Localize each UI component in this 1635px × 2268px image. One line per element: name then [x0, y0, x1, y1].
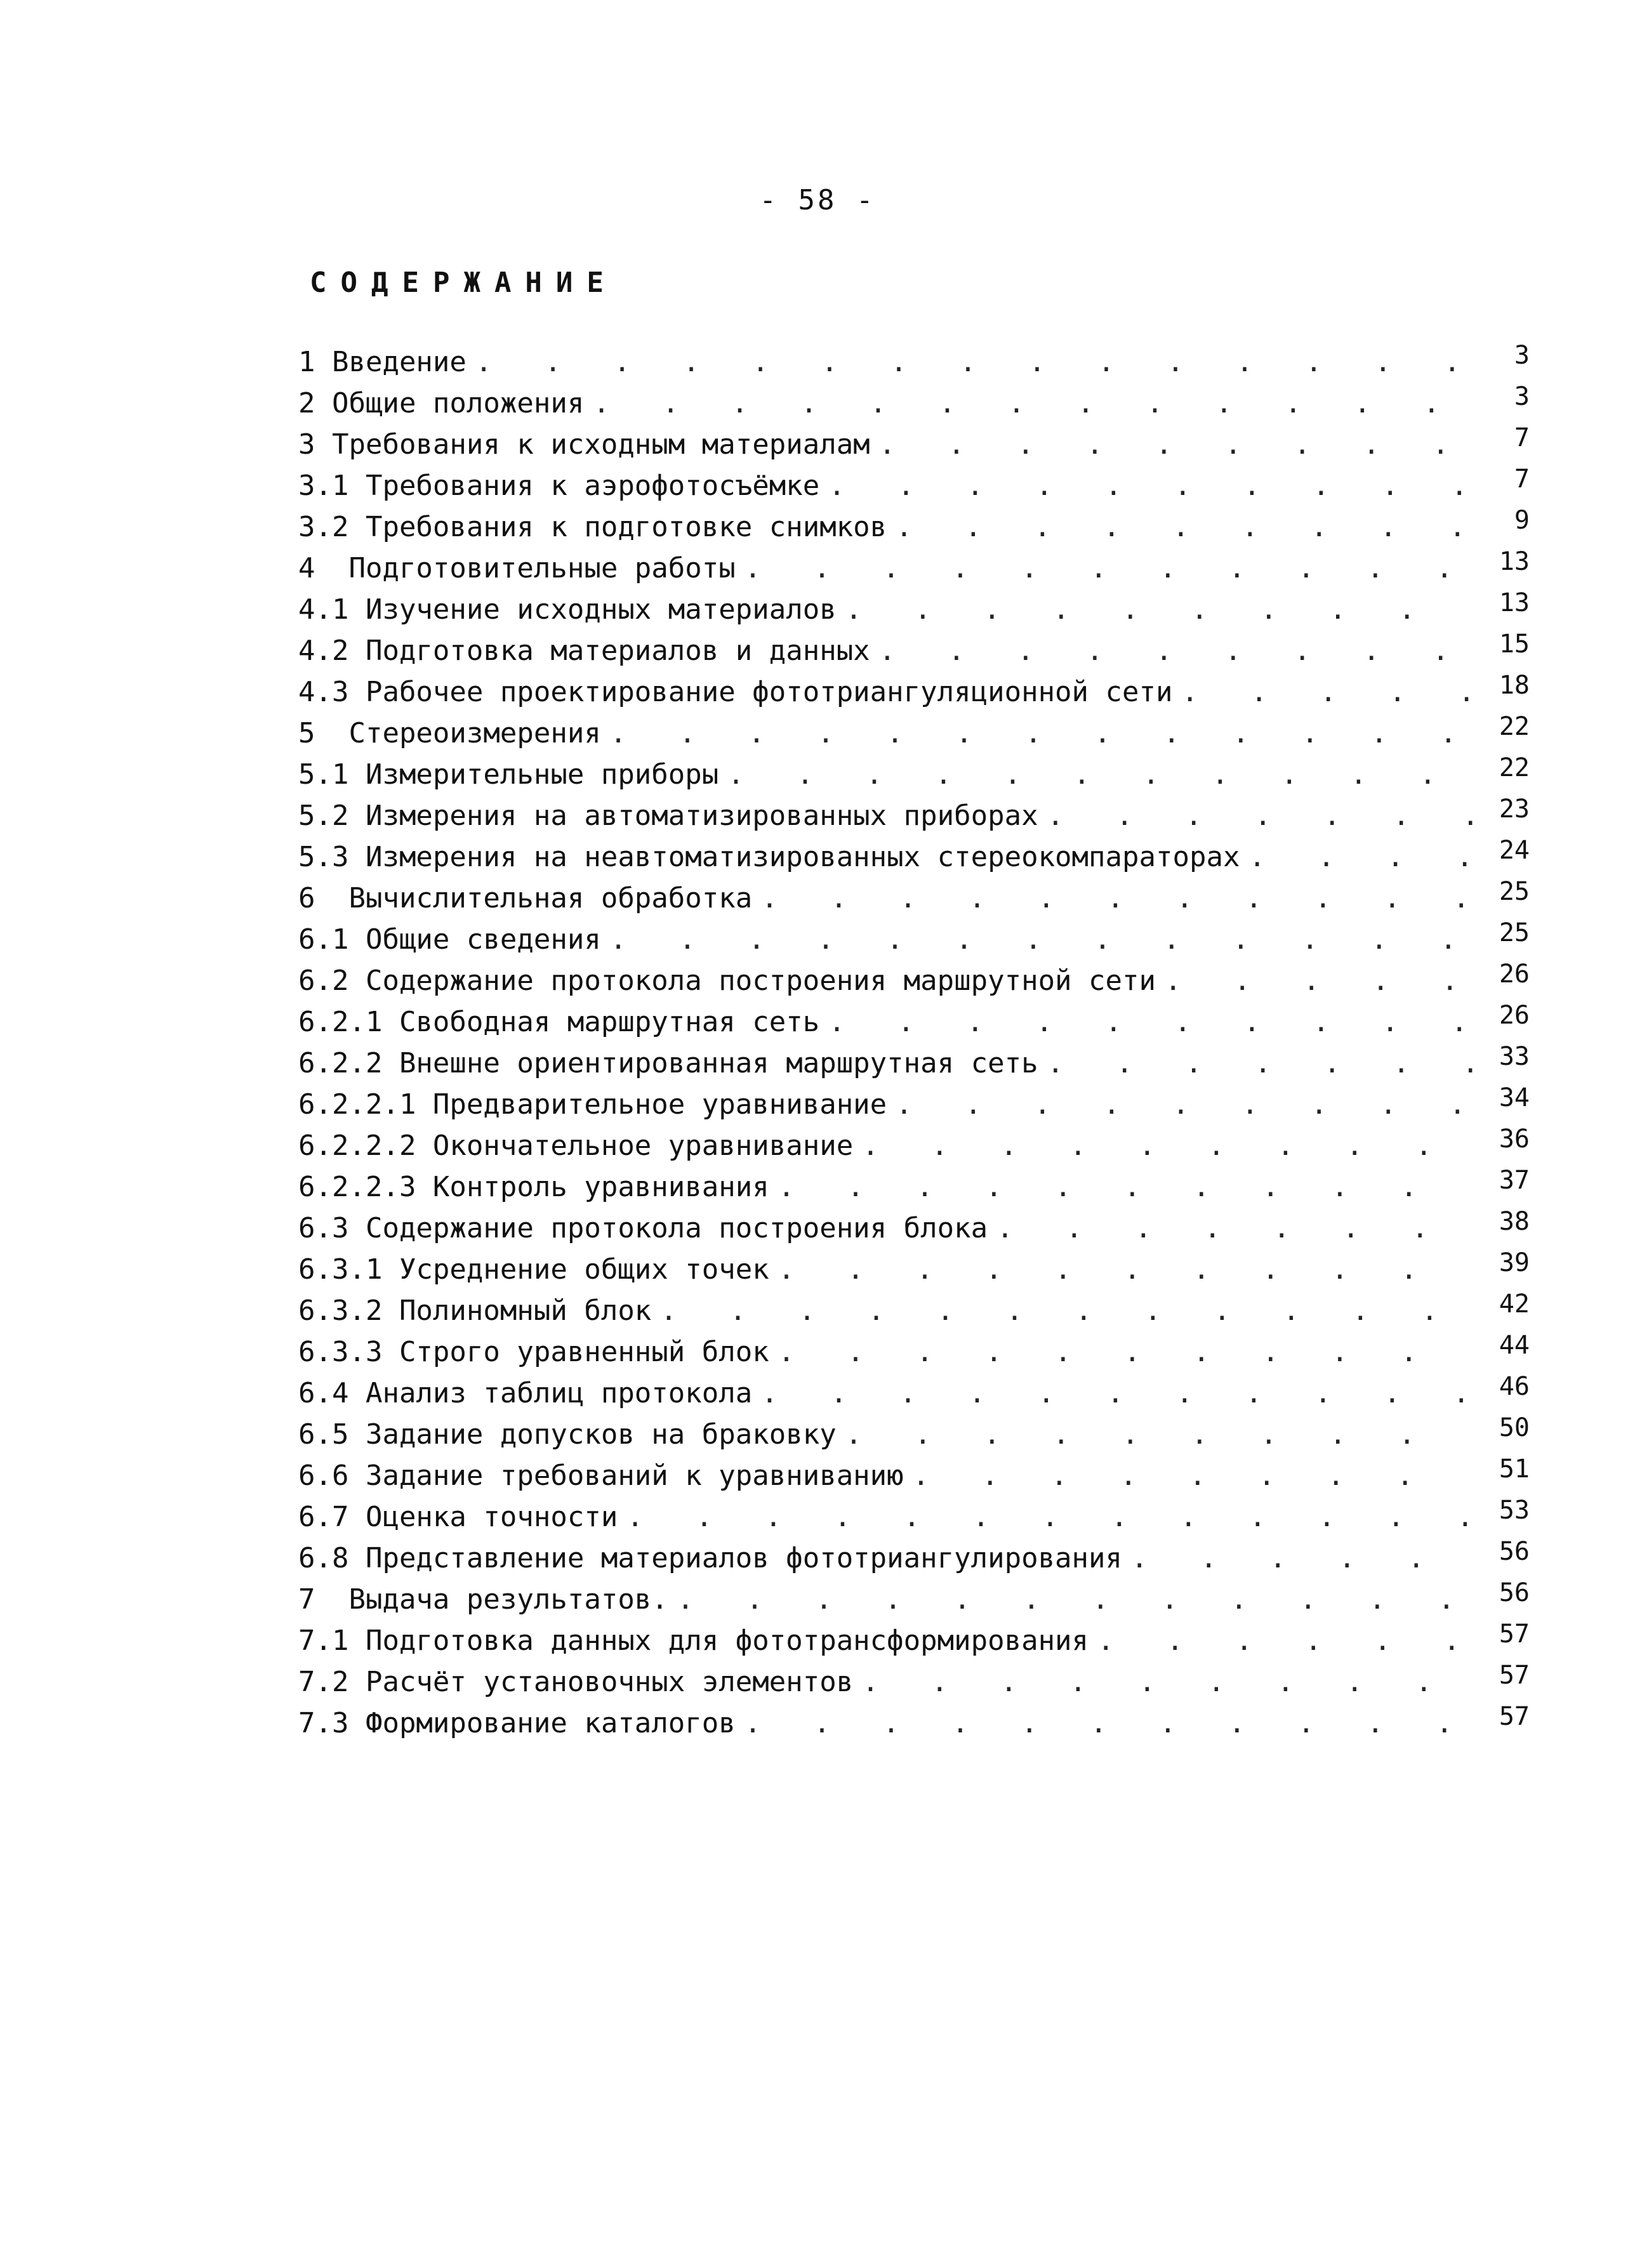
toc-entry-title: 6.3 Содержание протокола построения блока: [298, 1212, 988, 1244]
toc-entry-title: 3 Требования к исходным материалам: [298, 428, 870, 461]
toc-entry-title: 4.3 Рабочее проектирование фототриангуляционной сети: [298, 676, 1173, 708]
toc-entry: [298, 671, 1530, 717]
toc-entry: [298, 1207, 1530, 1253]
toc-entry: [298, 1124, 1530, 1171]
toc-entry: [298, 918, 1530, 965]
toc-entry-title: 5 Стереоизмерения: [298, 717, 601, 749]
toc-entry-page: 18: [1499, 671, 1530, 700]
toc-entry-page: 36: [1499, 1124, 1530, 1154]
toc-dot-leader: [610, 923, 1473, 956]
toc-entry-page: 22: [1499, 753, 1530, 782]
toc-entry-title: 5.3 Измерения на неавтоматизированных стереокомпараторах: [298, 841, 1240, 873]
toc-dot-leader: [1248, 841, 1473, 873]
toc-entry-title: 6.1 Общие сведения: [298, 923, 601, 956]
toc-dot-leader: [1047, 800, 1473, 832]
toc-entry: [298, 1454, 1530, 1501]
toc-entry-title: 6.2.2.2 Окончательное уравнивание: [298, 1130, 854, 1162]
toc-entry: [298, 1042, 1530, 1088]
toc-dot-leader: [745, 552, 1473, 584]
toc-entry-title: 6.8 Представление материалов фототриангулирования: [298, 1542, 1123, 1574]
toc-entry-title: 5.1 Измерительные приборы: [298, 758, 719, 791]
toc-entry: [298, 588, 1530, 635]
toc-entry-page: 37: [1499, 1166, 1530, 1195]
toc-entry-title: 3.1 Требования к аэрофотосъёмке: [298, 470, 820, 502]
toc-entry: [298, 1619, 1530, 1666]
toc-dot-leader: [845, 1418, 1473, 1451]
toc-entry: [298, 382, 1530, 428]
toc-entry-page: 3: [1514, 382, 1530, 411]
toc-entry-title: 1 Введение: [298, 346, 467, 378]
toc-entry-page: 13: [1499, 547, 1530, 576]
toc-dot-leader: [626, 1501, 1473, 1533]
toc-entry-title: 7.2 Расчёт установочных элементов: [298, 1666, 854, 1698]
toc-entry: [298, 1537, 1530, 1583]
toc-entry-title: 6.3.2 Полиномный блок: [298, 1295, 652, 1327]
toc-entry-page: 7: [1514, 465, 1530, 494]
toc-entry: [298, 1001, 1530, 1047]
toc-entry-title: 6.7 Оценка точности: [298, 1501, 618, 1533]
toc-entry-page: 26: [1499, 1001, 1530, 1030]
toc-entry-title: 6 Вычислительная обработка: [298, 882, 753, 914]
toc-entry-page: 57: [1499, 1702, 1530, 1731]
toc-dot-leader: [896, 1088, 1473, 1121]
toc-entry: [298, 1496, 1530, 1542]
toc-entry-title: 7.1 Подготовка данных для фототрансформирования: [298, 1625, 1089, 1657]
toc-entry-title: 6.2.2.3 Контроль уравнивания: [298, 1171, 769, 1203]
toc-entry-page: 22: [1499, 712, 1530, 741]
toc-entry-page: 33: [1499, 1042, 1530, 1071]
toc-entry-title: 3.2 Требования к подготовке снимков: [298, 511, 887, 543]
toc-entry-page: 34: [1499, 1083, 1530, 1112]
toc-dot-leader: [610, 717, 1473, 749]
toc-entry: [298, 1578, 1530, 1625]
toc-dot-leader: [862, 1130, 1473, 1162]
toc-entry: [298, 1413, 1530, 1460]
toc-dot-leader: [677, 1583, 1473, 1616]
toc-entry-page: 56: [1499, 1537, 1530, 1566]
toc-entry-page: 15: [1499, 630, 1530, 659]
toc-entry-page: 57: [1499, 1619, 1530, 1649]
table-of-contents: [298, 341, 1530, 1748]
toc-entry-page: 3: [1514, 341, 1530, 370]
toc-entry-title: 6.5 Задание допусков на браковку: [298, 1418, 837, 1451]
toc-dot-leader: [745, 1707, 1473, 1739]
toc-dot-leader: [913, 1460, 1473, 1492]
toc-dot-leader: [1097, 1625, 1473, 1657]
toc-entry: [298, 341, 1530, 387]
toc-entry: [298, 1248, 1530, 1295]
toc-entry-title: 4 Подготовительные работы: [298, 552, 736, 584]
toc-entry: [298, 630, 1530, 676]
toc-entry-title: 6.2.2 Внешне ориентированная маршрутная сеть: [298, 1047, 1038, 1079]
toc-dot-leader: [1182, 676, 1473, 708]
toc-entry-title: 4.1 Изучение исходных материалов: [298, 593, 837, 626]
toc-entry-title: 4.2 Подготовка материалов и данных: [298, 635, 870, 667]
toc-entry: [298, 753, 1530, 800]
toc-dot-leader: [828, 470, 1473, 502]
toc-entry: [298, 1083, 1530, 1130]
toc-dot-leader: [996, 1212, 1473, 1244]
toc-dot-leader: [879, 635, 1473, 667]
toc-entry: [298, 1331, 1530, 1377]
toc-entry-page: 38: [1499, 1207, 1530, 1236]
toc-entry: [298, 959, 1530, 1006]
toc-entry-page: 50: [1499, 1413, 1530, 1442]
toc-entry: [298, 877, 1530, 923]
toc-dot-leader: [778, 1336, 1473, 1368]
toc-entry-title: 6.4 Анализ таблиц протокола: [298, 1377, 753, 1409]
toc-entry-title: 6.3.1 Усреднение общих точек: [298, 1253, 769, 1286]
toc-entry-title: 2 Общие положения: [298, 387, 585, 419]
toc-dot-leader: [862, 1666, 1473, 1698]
toc-entry-title: 7.3 Формирование каталогов: [298, 1707, 736, 1739]
toc-entry: [298, 1661, 1530, 1707]
page-number: - 58 -: [759, 184, 876, 216]
toc-entry: [298, 712, 1530, 758]
toc-entry: [298, 1289, 1530, 1336]
toc-entry: [298, 1702, 1530, 1748]
toc-entry-page: 25: [1499, 877, 1530, 906]
toc-entry: [298, 465, 1530, 511]
toc-dot-leader: [778, 1171, 1473, 1203]
contents-heading: СОДЕРЖАНИЕ: [310, 267, 618, 299]
toc-entry-page: 46: [1499, 1372, 1530, 1401]
toc-entry-page: 7: [1514, 423, 1530, 452]
toc-entry-page: 57: [1499, 1661, 1530, 1690]
toc-dot-leader: [778, 1253, 1473, 1286]
toc-dot-leader: [660, 1295, 1473, 1327]
toc-dot-leader: [879, 428, 1473, 461]
toc-entry: [298, 836, 1530, 882]
toc-entry-page: 44: [1499, 1331, 1530, 1360]
toc-entry-page: 53: [1499, 1496, 1530, 1525]
toc-entry-title: 7 Выдача результатов.: [298, 1583, 668, 1616]
toc-entry-title: 6.2 Содержание протокола построения маршрутной сети: [298, 965, 1156, 997]
toc-entry-page: 13: [1499, 588, 1530, 617]
toc-entry-page: 23: [1499, 794, 1530, 824]
toc-entry-page: 56: [1499, 1578, 1530, 1607]
toc-entry-page: 9: [1514, 506, 1530, 535]
toc-entry-page: 39: [1499, 1248, 1530, 1277]
toc-entry: [298, 506, 1530, 552]
toc-entry-title: 6.2.2.1 Предварительное уравнивание: [298, 1088, 887, 1121]
toc-dot-leader: [761, 882, 1473, 914]
toc-dot-leader: [1047, 1047, 1473, 1079]
toc-dot-leader: [1165, 965, 1473, 997]
toc-entry-page: 25: [1499, 918, 1530, 947]
toc-dot-leader: [1131, 1542, 1473, 1574]
toc-dot-leader: [828, 1006, 1473, 1038]
toc-entry: [298, 794, 1530, 841]
toc-entry-title: 6.2.1 Свободная маршрутная сеть: [298, 1006, 820, 1038]
toc-entry-title: 5.2 Измерения на автоматизированных приборах: [298, 800, 1038, 832]
toc-entry: [298, 547, 1530, 593]
toc-entry-title: 6.3.3 Строго уравненный блок: [298, 1336, 769, 1368]
toc-entry-page: 24: [1499, 836, 1530, 865]
toc-dot-leader: [845, 593, 1473, 626]
toc-dot-leader: [761, 1377, 1473, 1409]
toc-entry: [298, 1372, 1530, 1418]
toc-entry: [298, 423, 1530, 470]
toc-entry-page: 51: [1499, 1454, 1530, 1484]
toc-dot-leader: [475, 346, 1473, 378]
toc-entry-title: 6.6 Задание требований к уравниванию: [298, 1460, 904, 1492]
toc-dot-leader: [727, 758, 1473, 791]
toc-dot-leader: [896, 511, 1473, 543]
toc-entry-page: 26: [1499, 959, 1530, 989]
toc-entry-page: 42: [1499, 1289, 1530, 1319]
toc-dot-leader: [593, 387, 1473, 419]
toc-entry: [298, 1166, 1530, 1212]
